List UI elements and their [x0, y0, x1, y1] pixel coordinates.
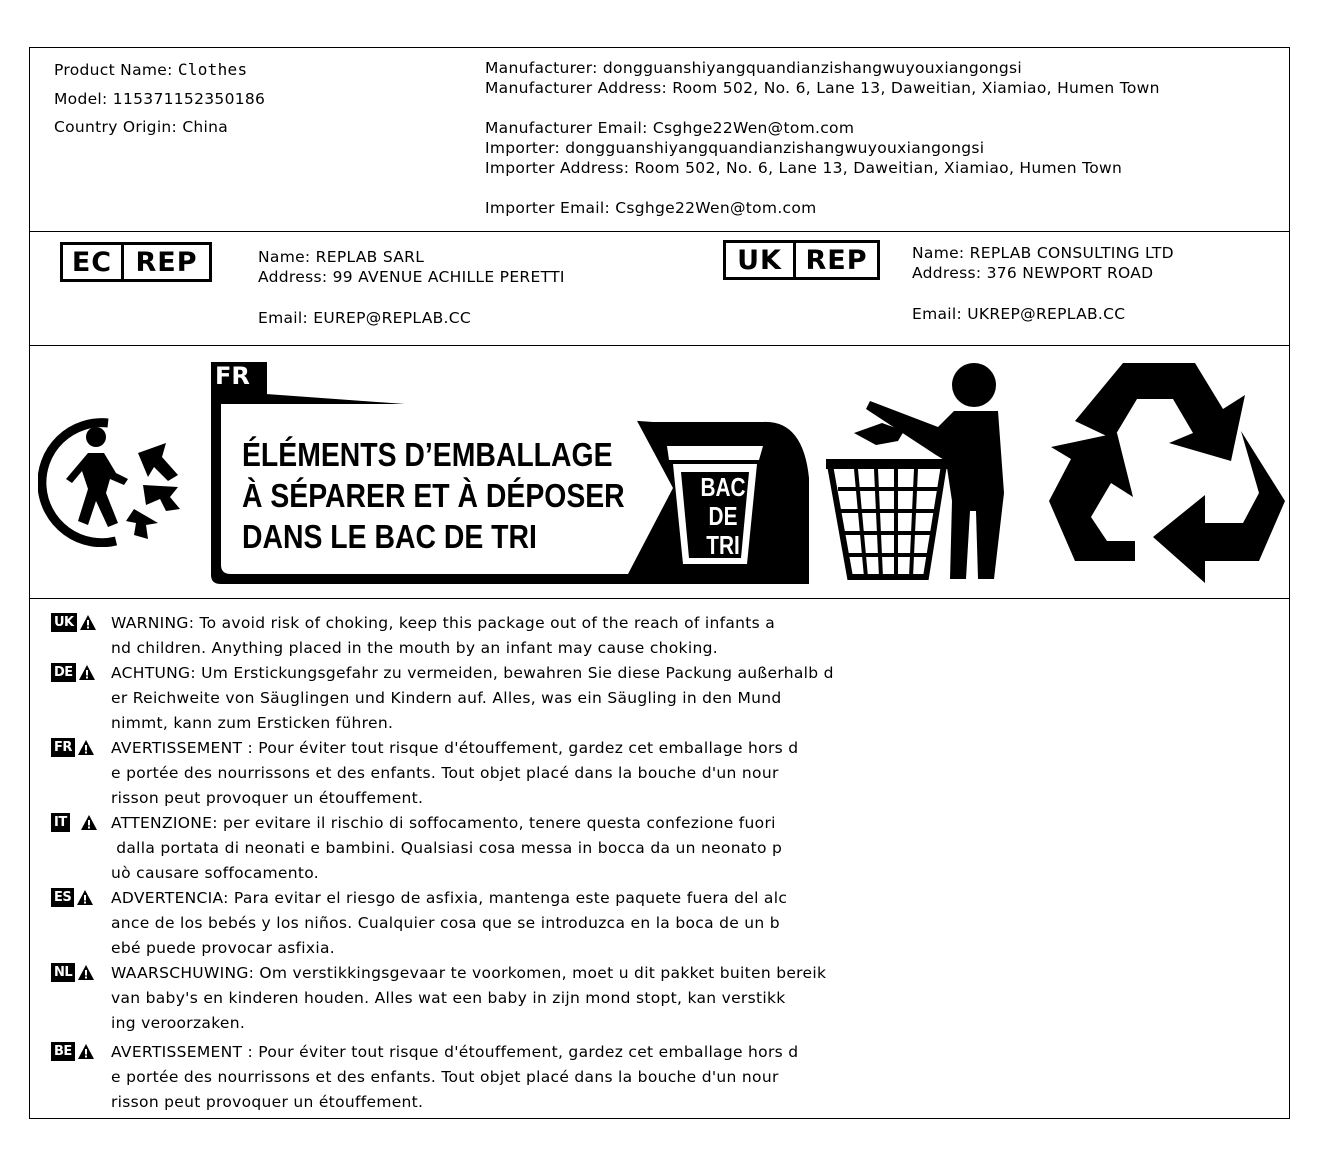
warning-icons — [51, 1042, 95, 1061]
warning-icons — [51, 663, 96, 682]
country-flag-badge: FR — [51, 738, 75, 757]
manufacturer-address: Manufacturer Address: Room 502, No. 6, Lane 13, Daweitian, Xiamiao, Humen Town — [485, 79, 1160, 97]
warning-triangle-icon — [78, 664, 96, 681]
bin-line-1: BAC — [700, 472, 746, 502]
warning-icons — [51, 613, 97, 632]
warning-text-line: ance de los bebés y los niños. Cualquier cosa que se introduzca en la boca de un b — [111, 914, 780, 932]
warning-icons — [51, 888, 94, 907]
divider — [30, 231, 1289, 232]
warning-text-line: van baby's en kinderen houden. Alles wat een baby in zijn mond stopt, kan verstikk — [111, 989, 786, 1007]
warning-text-line: ing veroorzaken. — [111, 1014, 246, 1032]
triman-line-3: DANS LE BAC DE TRI — [242, 518, 537, 555]
product-name-label: Product Name: — [54, 61, 173, 79]
triman-icon — [38, 413, 188, 547]
warning-text — [111, 886, 787, 961]
warning-text-line: ATTENZIONE: per evitare il rischio di soffocamento, tenere questa confezione fuori — [111, 814, 776, 832]
country-flag-badge: DE — [51, 663, 76, 682]
warning-text-line: er Reichweite von Säuglingen und Kindern auf. Alles, was ein Säugling in den Mund — [111, 689, 782, 707]
warning-text-line: ACHTUNG: Um Erstickungsgefahr zu vermeiden, bewahren Sie diese Packung außerhalb d — [111, 664, 834, 682]
model-row — [54, 89, 265, 109]
ec-rep-address: Address: 99 AVENUE ACHILLE PERETTI — [258, 268, 565, 286]
warning-text-line: risson peut provoquer un étouffement. — [111, 789, 424, 807]
ec-rep-email: Email: EUREP@REPLAB.CC — [258, 309, 472, 327]
bin-line-2: DE — [708, 501, 738, 531]
warning-text-line: AVERTISSEMENT : Pour éviter tout risque d'étouffement, gardez cet emballage hors d — [111, 1043, 799, 1061]
warning-text-line: WARNING: To avoid risk of choking, keep this package out of the reach of infants a — [111, 614, 776, 632]
warning-icons — [51, 813, 98, 832]
warning-text-line: nimmt, kann zum Ersticken führen. — [111, 714, 394, 732]
warning-text-line: risson peut provoquer un étouffement. — [111, 1093, 424, 1111]
warning-text-line: e portée des nourrissons et des enfants. Tout objet placé dans la bouche d'un nour — [111, 764, 779, 782]
warning-text-line: nd children. Anything placed in the mouth by an infant may cause choking. — [111, 639, 718, 657]
warning-triangle-icon — [76, 889, 94, 906]
product-name-value: Clothes — [177, 60, 248, 79]
bin-line-3: TRI — [706, 530, 740, 560]
importer-email: Importer Email: Csghge22Wen@tom.com — [485, 199, 817, 217]
warning-text — [111, 1040, 798, 1115]
ec-rep-badge — [60, 242, 212, 282]
tidyman-icon — [826, 361, 1036, 583]
ec-rep-badge-left: EC — [71, 246, 113, 278]
warning-icons — [51, 738, 95, 757]
manufacturer-email: Manufacturer Email: Csghge22Wen@tom.com — [485, 119, 855, 137]
triman-text — [242, 434, 625, 557]
warning-text-line: dalla portata di neonati e bambini. Qualsiasi cosa messa in bocca da un neonato p — [111, 839, 783, 857]
model-value: 115371152350186 — [112, 90, 266, 108]
uk-rep-email: Email: UKREP@REPLAB.CC — [912, 305, 1126, 323]
origin-row — [54, 117, 228, 137]
recycle-icon — [1045, 351, 1290, 591]
uk-rep-name: Name: REPLAB CONSULTING LTD — [912, 244, 1174, 262]
warning-text-line: WAARSCHUWING: Om verstikkingsgevaar te voorkomen, moet u dit pakket buiten bereik — [111, 964, 827, 982]
bin-label — [696, 473, 750, 560]
uk-rep-badge-right: REP — [793, 243, 877, 277]
product-label — [29, 47, 1290, 1119]
warning-triangle-icon — [77, 1043, 95, 1060]
uk-rep-address: Address: 376 NEWPORT ROAD — [912, 264, 1154, 282]
triman-fr-tag: FR — [215, 362, 250, 390]
warning-triangle-icon — [77, 739, 95, 756]
uk-rep-badge — [723, 240, 880, 280]
divider — [30, 598, 1289, 599]
warning-text — [111, 611, 775, 661]
warning-text — [111, 961, 826, 1036]
origin-label: Country Origin: — [54, 118, 178, 136]
warning-text — [111, 811, 782, 886]
warning-icons — [51, 963, 95, 982]
warning-text-line: uò causare soffocamento. — [111, 864, 319, 882]
warning-triangle-icon — [77, 964, 95, 981]
triman-line-1: ÉLÉMENTS D’EMBALLAGE — [242, 436, 613, 473]
warning-text — [111, 661, 834, 736]
warning-text-line: ADVERTENCIA: Para evitar el riesgo de asfixia, mantenga este paquete fuera del alc — [111, 889, 788, 907]
country-flag-badge: NL — [51, 963, 75, 982]
model-label: Model: — [54, 90, 108, 108]
warning-text — [111, 736, 798, 811]
product-name-row — [54, 60, 247, 80]
manufacturer-name: Manufacturer: dongguanshiyangquandianzishangwuyouxiangongsi — [485, 59, 1023, 77]
ec-rep-name: Name: REPLAB SARL — [258, 248, 425, 266]
warning-triangle-icon — [79, 614, 97, 631]
country-flag-badge: UK — [51, 613, 77, 632]
uk-rep-badge-left: UK — [737, 244, 782, 276]
divider — [30, 345, 1289, 346]
importer-address: Importer Address: Room 502, No. 6, Lane 13, Daweitian, Xiamiao, Humen Town — [485, 159, 1123, 177]
country-flag-badge: IT — [51, 813, 70, 832]
ec-rep-badge-right: REP — [121, 245, 209, 279]
country-flag-badge: ES — [51, 888, 74, 907]
importer-name: Importer: dongguanshiyangquandianzishangwuyouxiangongsi — [485, 139, 985, 157]
triman-line-2: À SÉPARER ET À DÉPOSER — [242, 477, 625, 514]
warning-triangle-icon — [80, 814, 98, 831]
warning-text-line: e portée des nourrissons et des enfants. Tout objet placé dans la bouche d'un nour — [111, 1068, 779, 1086]
warning-text-line: ebé puede provocar asfixia. — [111, 939, 336, 957]
origin-value: China — [182, 118, 229, 136]
country-flag-badge: BE — [51, 1042, 75, 1061]
warning-text-line: AVERTISSEMENT : Pour éviter tout risque d'étouffement, gardez cet emballage hors d — [111, 739, 799, 757]
